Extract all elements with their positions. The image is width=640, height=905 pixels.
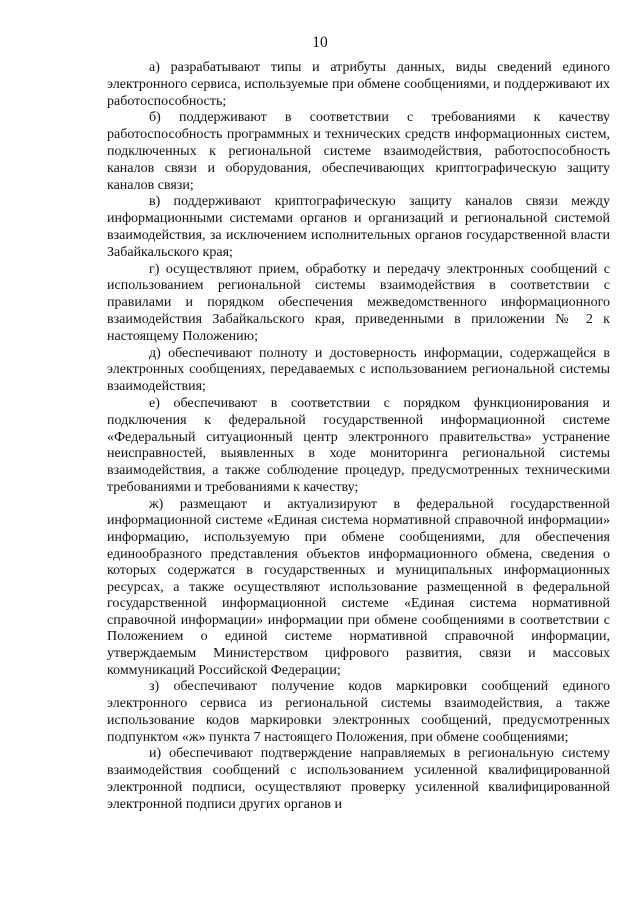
paragraph-d: д) обеспечивают полноту и достоверность информации, содержащейся в электронных сообщениях, передаваемых с использованием региональной системы взаимодействия; (107, 345, 610, 395)
paragraph-z: з) обеспечивают получение кодов маркировки сообщений единого электронного сервиса из региональной системы взаимодействия, а также использование кодов маркировки электронных сообщений, предусмотренных подпунктом «ж» пункта 7 настоящего Положения, при обмене сообщениями; (107, 679, 610, 745)
paragraph-e: е) обеспечивают в соответствии с порядком функционирования и подключения к федеральной государственной информационной системе «Федеральный ситуационный центр электронного правительства» устранение неисправностей, выявленных в ходе мониторинга региональной системы взаимодействия, а также соблюдение процедур, предусмотренных техническими требованиями и требованиями к качеству; (107, 395, 610, 495)
paragraph-v: в) поддерживают криптографическую защиту каналов связи между информационными системами органов и организаций и региональной системой взаимодействия, за исключением исполнительных органов государственной власти Забайкальского края; (107, 194, 610, 260)
page-number: 10 (312, 34, 328, 51)
paragraph-zh: ж) размещают и актуализируют в федеральной государственной информационной системе «Единая система нормативной справочной информации» информацию, используемую при обмене сообщениями, для обеспечения единообразного представления объектов информационного обмена, сведения о которых содержатся в государственных и муниципальных информационных ресурсах, а также осуществляют использование размещенной в федеральной государственной информационной системе «Единая система нормативной справочной информации» информации при обмене сообщениями в соответствии с Положением о единой системе нормативной справочной информации, утверждаемым Министерством цифрового развития, связи и массовых коммуникаций Российской Федерации; (107, 496, 610, 678)
paragraph-i: и) обеспечивают подтверждение направляемых в региональную систему взаимодействия сообщений с использованием усиленной квалифицированной электронной подписи, осуществляют проверку усиленной квалифицированной электронной подписи других органов и (107, 746, 610, 812)
paragraph-b: б) поддерживают в соответствии с требованиями к качеству работоспособность программных и технических средств информационных систем, подключенных к региональной системе взаимодействия, работоспособность каналов связи и оборудования, обеспечивающих криптографическую защиту каналов связи; (107, 110, 610, 193)
document-body (107, 60, 610, 814)
paragraph-a: а) разрабатывают типы и атрибуты данных, виды сведений единого электронного сервиса, используемые при обмене сообщениями, и поддерживают их работоспособность; (107, 60, 610, 109)
paragraph-g: г) осуществляют прием, обработку и передачу электронных сообщений с использованием региональной системы взаимодействия в соответствии с правилами и порядком обеспечения межведомственного информационного взаимодействия Забайкальского края, приведенными в приложении № 2 к настоящему Положению; (107, 261, 610, 344)
